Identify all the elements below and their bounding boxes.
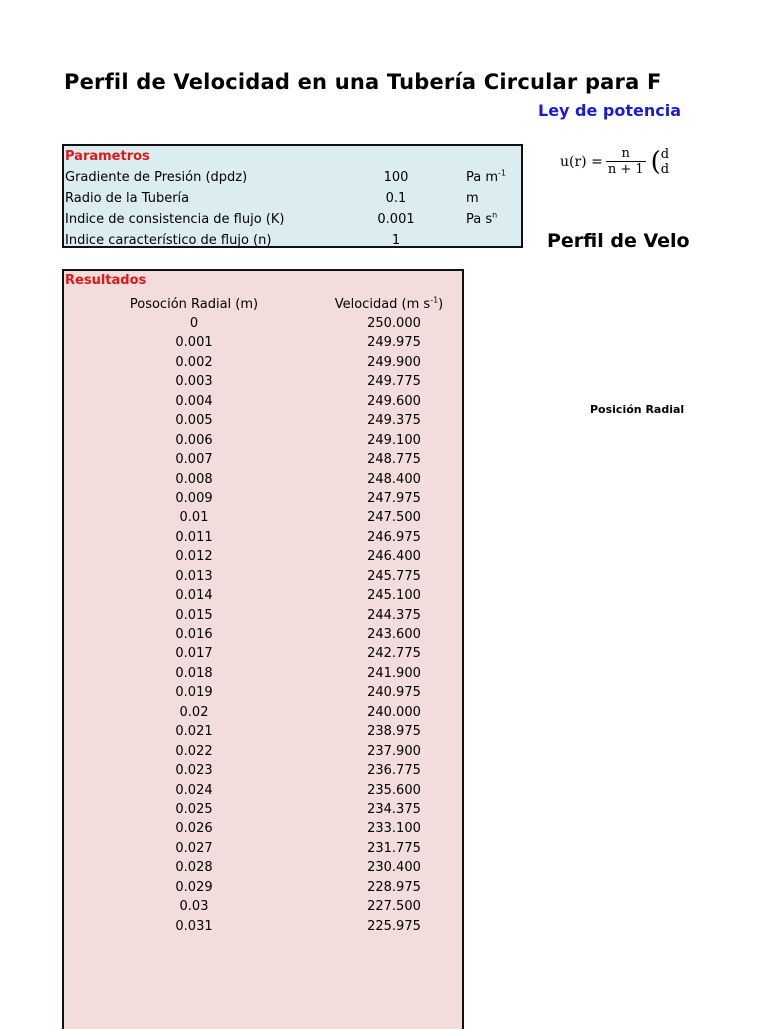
velocity-cell: 249.900 [367, 354, 421, 370]
radial-position-cell: 0.011 [175, 529, 213, 545]
parameter-label: Gradiente de Presión (dpdz) [65, 170, 248, 185]
parameter-unit-text: Pa s [466, 212, 493, 227]
parameter-unit [466, 168, 506, 188]
table-row [64, 761, 462, 780]
formula-cut-bottom: d [660, 161, 670, 177]
table-row [64, 353, 462, 372]
formula-denominator: n + 1 [607, 162, 644, 177]
formula-cut-top: d [660, 146, 670, 162]
table-row [64, 897, 462, 916]
column-header-velocity-text: Velocidad (m s [334, 297, 431, 312]
parameter-value: 0.1 [385, 191, 407, 206]
velocity-cell: 227.500 [367, 899, 421, 915]
velocity-cell: 247.975 [367, 490, 421, 506]
table-row [64, 372, 462, 391]
table-row [64, 839, 462, 858]
radial-position-cell: 0.003 [175, 374, 213, 390]
formula-cut-fraction [661, 147, 669, 177]
formula-numerator: n [621, 146, 630, 161]
velocity-formula [560, 146, 669, 177]
radial-position-cell: 0.028 [175, 860, 213, 876]
velocity-cell: 248.775 [367, 452, 421, 468]
chart-title: Perfil de Velo [547, 230, 690, 252]
table-row [64, 450, 462, 469]
table-row [64, 528, 462, 547]
radial-position-cell: 0.02 [179, 704, 209, 720]
velocity-cell: 249.775 [367, 374, 421, 390]
parameter-unit-sup: -1 [498, 168, 507, 178]
velocity-cell: 249.600 [367, 393, 421, 409]
velocity-cell: 241.900 [367, 665, 421, 681]
velocity-cell: 249.375 [367, 413, 421, 429]
table-row [64, 314, 462, 333]
table-row [64, 333, 462, 352]
results-rows [64, 314, 462, 936]
table-row [64, 508, 462, 527]
column-header-velocity [324, 295, 454, 315]
table-row [64, 411, 462, 430]
formula-fraction [606, 146, 646, 177]
column-header-velocity-sup: -1 [430, 295, 439, 305]
velocity-cell: 240.975 [367, 685, 421, 701]
table-row [64, 800, 462, 819]
radial-position-cell: 0.01 [179, 510, 209, 526]
radial-position-cell: 0.008 [175, 471, 213, 487]
radial-position-cell: 0.018 [175, 665, 213, 681]
table-row [64, 858, 462, 877]
radial-position-cell: 0.019 [175, 685, 213, 701]
table-row [64, 781, 462, 800]
velocity-cell: 231.775 [367, 840, 421, 856]
table-row [64, 644, 462, 663]
table-row [64, 489, 462, 508]
table-row [64, 392, 462, 411]
page-subtitle: Ley de potencia [538, 101, 682, 120]
radial-position-cell: 0.012 [175, 549, 213, 565]
radial-position-cell: 0.021 [175, 724, 213, 740]
table-row [64, 625, 462, 644]
parameter-unit-text: m [466, 191, 479, 206]
radial-position-cell: 0.016 [175, 627, 213, 642]
velocity-cell: 246.975 [367, 529, 421, 545]
velocity-cell: 230.400 [367, 860, 421, 876]
table-row [64, 742, 462, 761]
parameter-label: Indice de consistencia de flujo (K) [65, 212, 285, 227]
table-row [64, 547, 462, 566]
parameters-table [62, 144, 523, 248]
column-header-position: Posoción Radial (m) [129, 297, 259, 312]
velocity-cell: 234.375 [367, 801, 421, 817]
velocity-cell: 247.500 [367, 510, 421, 526]
velocity-cell: 245.100 [367, 588, 421, 604]
velocity-cell: 233.100 [367, 821, 421, 837]
results-header: Resultados [65, 273, 147, 288]
radial-position-cell: 0.022 [175, 743, 213, 759]
radial-position-cell: 0.025 [175, 801, 213, 817]
table-row [64, 567, 462, 586]
table-row [64, 431, 462, 450]
radial-position-cell: 0.026 [175, 821, 213, 837]
parameter-label: Radio de la Tubería [65, 191, 190, 206]
parameters-header: Parametros [65, 149, 150, 164]
table-row [64, 664, 462, 683]
radial-position-cell: 0.007 [175, 452, 213, 468]
radial-position-cell: 0.024 [175, 782, 213, 798]
radial-position-cell: 0.001 [175, 335, 213, 351]
radial-position-cell: 0.005 [175, 413, 213, 429]
parameter-value: 1 [391, 233, 401, 248]
table-row [64, 683, 462, 702]
table-row [64, 722, 462, 741]
radial-position-cell: 0.006 [175, 432, 213, 448]
velocity-cell: 238.975 [367, 724, 421, 740]
velocity-cell: 245.775 [367, 568, 421, 584]
velocity-cell: 236.775 [367, 763, 421, 779]
velocity-cell: 249.100 [367, 432, 421, 448]
velocity-cell: 249.975 [367, 335, 421, 351]
table-row [64, 470, 462, 489]
velocity-cell: 237.900 [367, 743, 421, 759]
radial-position-cell: 0.031 [175, 918, 213, 934]
results-table [62, 269, 464, 1029]
parameter-unit [466, 210, 497, 230]
velocity-cell: 250.000 [367, 316, 421, 331]
radial-position-cell: 0.002 [175, 354, 213, 370]
velocity-cell: 225.975 [367, 918, 421, 934]
velocity-cell: 240.000 [367, 704, 421, 720]
parameter-value: 100 [383, 170, 409, 185]
table-row [64, 819, 462, 838]
table-row [64, 917, 462, 936]
parameter-value: 0.001 [377, 212, 415, 227]
radial-position-cell: 0.029 [175, 879, 213, 895]
radial-position-cell: 0.009 [175, 490, 213, 506]
parameter-label: Indice característico de flujo (n) [65, 233, 272, 248]
radial-position-cell: 0.023 [175, 763, 213, 779]
table-row [64, 606, 462, 625]
velocity-cell: 248.400 [367, 471, 421, 487]
formula-paren: ( [650, 146, 661, 177]
velocity-cell: 243.600 [367, 627, 421, 642]
velocity-cell: 228.975 [367, 879, 421, 895]
radial-position-cell: 0.03 [179, 899, 209, 915]
table-row [64, 586, 462, 605]
table-row [64, 878, 462, 897]
velocity-cell: 246.400 [367, 549, 421, 565]
radial-position-cell: 0.017 [175, 646, 213, 662]
velocity-cell: 244.375 [367, 607, 421, 623]
velocity-cell: 235.600 [367, 782, 421, 798]
radial-position-cell: 0.014 [175, 588, 213, 604]
parameter-unit-sup: n [492, 210, 498, 220]
formula-lhs: u(r) = [560, 153, 603, 170]
velocity-cell: 242.775 [367, 646, 421, 662]
page-title: Perfil de Velocidad en una Tubería Circular para F [64, 70, 662, 94]
radial-position-cell: 0.015 [175, 607, 213, 623]
radial-position-cell: 0.027 [175, 840, 213, 856]
radial-position-cell: 0.013 [175, 568, 213, 584]
table-row [64, 703, 462, 722]
parameter-unit-text: Pa m [466, 170, 499, 185]
radial-position-cell: 0.004 [175, 393, 213, 409]
radial-position-cell: 0 [189, 316, 199, 331]
chart-axis-label: Posición Radial [590, 403, 685, 416]
column-header-velocity-end: ) [438, 297, 444, 312]
parameter-unit [466, 189, 479, 209]
